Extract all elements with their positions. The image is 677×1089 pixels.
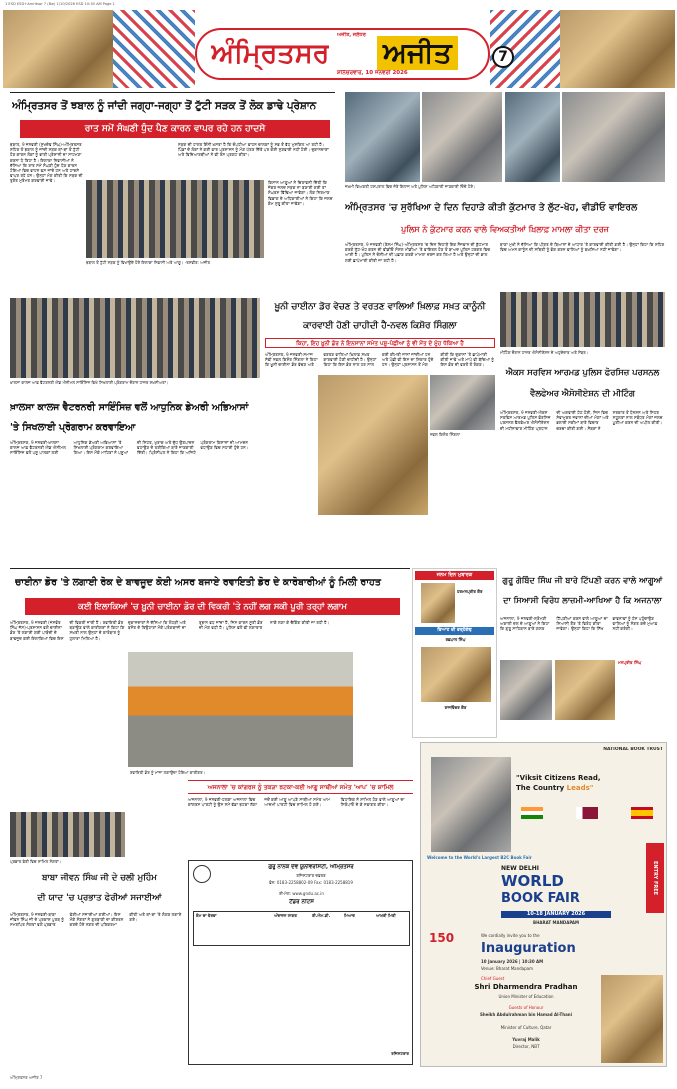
story1-body-a <box>10 142 85 294</box>
story2-headline: ਅੰਮ੍ਰਿਤਸਰ 'ਚ ਸੁਰੱਖਿਆ ਦੇ ਦਿਨ ਦਿਹਾੜੇ ਕੀਤੀ ਕੁੱਟਮਾਰ ਤੇ ਲੁੱਟ-ਖੋਹ, ਵੀਡੀਓ ਵਾਇਰਲ <box>345 202 638 213</box>
print-strip: 1 ESD ESD+Amritsar 7 (Bw) 1/10/2026 ESD 10:30 AM Page 1 <box>5 2 115 6</box>
birthday-title: ਜਨਮ ਦਿਨ ਮੁਬਾਰਕ <box>415 571 494 580</box>
story2-subhead: ਪੁਲਿਸ ਨੇ ਕੁੱਟਮਾਰ ਕਰਨ ਵਾਲੇ ਵਿਅਕਤੀਆਂ ਖ਼ਿਲਾਫ਼ ਮਾਮਲਾ ਕੀਤਾ ਦਰਜ <box>345 222 665 238</box>
story9-photo <box>10 812 125 857</box>
ad-inaug-date: 10 January 2026 | 10:30 AM <box>481 959 544 964</box>
story1-body-b-text: ਸੜਕ ਦੀ ਹਾਲਤ ਇੰਨੀ ਖ਼ਸਤਾ ਹੈ ਕਿ ਦੋਪਹੀਆ ਵਾਹਨ ਚਾਲਕਾਂ ਨੂੰ ਸਭ ਤੋਂ ਵੱਧ ਮੁਸ਼ਕਿਲ ਆ ਰਹੀ ਹੈ। ਪਿੰਡਾਂ ਦੇ ਲੋਕਾਂ ਨੇ ਕਈ ਵਾਰ ਪ੍ਰਸ਼ਾਸਨ ਨੂੰ ਮੰਗ ਪੱਤਰ ਦਿੱਤੇ ਪਰ ਕੋਈ ਸੁਣਵਾਈ ਨਹੀਂ ਹੋਈ। ਦੁਕਾਨਦਾਰਾਂ ਅਤੇ ਵਿਦਿਆਰਥੀਆਂ ਨੇ ਵੀ ਰੋਸ ਪ੍ਰਗਟ ਕੀਤਾ। <box>178 142 329 158</box>
birthday-label-1: ਹਰਮਨਪ੍ਰੀਤ ਕੌਰ <box>457 589 483 594</box>
story3-body-text: ਅੰਮ੍ਰਿਤਸਰ, 9 ਜਨਵਰੀ-ਸਮਾਜ ਸੇਵੀ ਨਵਲ ਕਿਸ਼ੋਰ ਸਿੰਗਲਾ ਨੇ ਕਿਹਾ ਕਿ ਖ਼ੂਨੀ ਚਾਈਨਾ ਡੋਰ ਵੇਚਣ ਅਤੇ ਵਰਤਣ ਵਾਲਿਆਂ ਖ਼ਿਲਾਫ਼ ਸਖ਼ਤ ਕਾਰਵਾਈ ਹੋਣੀ ਚਾਹੀਦੀ ਹੈ। ਉਨ੍ਹਾਂ ਕਿਹਾ ਕਿ ਇਸ ਡੋਰ ਨਾਲ ਹਰ ਸਾਲ ਕਈ ਕੀਮਤੀ ਜਾਨਾਂ ਜਾਂਦੀਆਂ ਹਨ ਅਤੇ ਪੰਛੀ ਵੀ ਇਸ ਦਾ ਸ਼ਿਕਾਰ ਹੁੰਦੇ ਹਨ। ਉਨ੍ਹਾਂ ਪ੍ਰਸ਼ਾਸਨ ਤੋਂ ਮੰਗ ਕੀਤੀ ਕਿ ਦੁਕਾਨਾਂ 'ਤੇ ਛਾਪੇਮਾਰੀ ਕੀਤੀ ਜਾਵੇ ਅਤੇ ਮਾਪੇ ਵੀ ਬੱਚਿਆਂ ਨੂੰ ਇਸ ਡੋਰ ਦੀ ਵਰਤੋਂ ਤੋਂ ਰੋਕਣ। <box>265 352 494 368</box>
university-logo-icon <box>193 865 211 883</box>
notice-table <box>193 911 410 946</box>
ad-venue: BHARAT MANDAPAM <box>533 920 579 925</box>
story8-subhead: ਅਜਨਾਲਾ 'ਚ ਕਾਂਗਰਸ ਨੂੰ ਤਕੜਾ ਝਟਕਾ-ਕਈ ਆਗੂ ਸਾਥੀਆਂ ਸਮੇਤ 'ਆਪ' 'ਚ ਸ਼ਾਮਿਲ <box>188 780 413 794</box>
story4-caption: ਮੀਟਿੰਗ ਦੌਰਾਨ ਹਾਜ਼ਰ ਐਸੋਸੀਏਸ਼ਨ ਦੇ ਅਹੁਦੇਦਾਰ ਅਤੇ ਮੈਂਬਰ। <box>500 350 589 355</box>
story1-body-c <box>268 180 334 290</box>
notice-line-3: ਈ-ਮੇਲ: www.gndu.ac.in <box>279 891 324 896</box>
ad-guest-role: Minister of Culture, Qatar <box>500 1025 552 1030</box>
ad-welcome: Welcome to the World's Largest B2C Book Fair <box>427 855 532 860</box>
story3-headline: ਖ਼ੂਨੀ ਚਾਈਨਾ ਡੋਰ ਵੇਚਣ ਤੇ ਵਰਤਣ ਵਾਲਿਆਂ ਖ਼ਿਲਾਫ਼ ਸਖ਼ਤ ਕਾਨੂੰਨੀ ਕਾਰਵਾਈ ਹੋਣੀ ਚਾਹੀਦੀ ਹੈ-ਨਵਲ ਕਿਸ਼ੋਰ ਸਿੰਗਲਾ <box>274 302 486 331</box>
story6-photo <box>128 652 353 767</box>
story6-body-a-text: ਅੰਮ੍ਰਿਤਸਰ, 9 ਜਨਵਰੀ (ਜਸਵੰਤ ਸਿੰਘ ਜੱਸ)-ਪ੍ਰਸ਼ਾਸਨ ਵਲੋਂ ਚਾਈਨਾ ਡੋਰ 'ਤੇ ਲਗਾਈ ਗਈ ਪਾਬੰਦੀ ਦੇ ਬਾਵਜੂਦ ਕਈ ਇਲਾਕਿਆਂ ਵਿਚ ਇਸ ਦੀ ਵਿਕਰੀ ਜਾਰੀ ਹੈ। ਰਵਾਇਤੀ ਡੋਰ ਬਣਾਉਣ ਵਾਲੇ ਕਾਰੀਗਰਾਂ ਨੇ ਕਿਹਾ ਕਿ ਸਖ਼ਤੀ ਨਾਲ ਉਨ੍ਹਾਂ ਦੇ ਕਾਰੋਬਾਰ ਨੂੰ ਹੁਲਾਰਾ ਮਿਲਿਆ ਹੈ। <box>10 620 125 641</box>
story7-caption-label: ਮਨਪ੍ਰੀਤ ਸਿੰਘ <box>618 660 642 665</box>
story4-photo <box>500 292 665 347</box>
masthead-title-left: ਅੰਮ੍ਰਿਤਸਰ <box>211 38 330 69</box>
notice-line-4: ਟੈਂਡਰ ਨੋਟਿਸ <box>289 899 314 905</box>
ad-fair-a: WORLD <box>501 873 564 890</box>
story1-body-a-text: ਝਬਾਲ, 9 ਜਨਵਰੀ (ਸੁਖਦੇਵ ਸਿੰਘ)-ਅੰਮ੍ਰਿਤਸਰ ਸ਼ਹਿਰ ਤੋਂ ਝਬਾਲ ਨੂੰ ਜਾਂਦੀ ਸੜਕ ਥਾਂ-ਥਾਂ ਤੋਂ ਟੁੱਟੀ ਹੋਣ ਕਾਰਨ ਲੋਕਾਂ ਨੂੰ ਭਾਰੀ ਪ੍ਰੇਸ਼ਾਨੀ ਦਾ ਸਾਹਮਣਾ ਕਰਨਾ ਪੈ ਰਿਹਾ ਹੈ। ਇਲਾਕਾ ਨਿਵਾਸੀਆਂ ਨੇ ਦੱਸਿਆ ਕਿ ਰਾਤ ਸਮੇਂ ਸੰਘਣੀ ਧੁੰਦ ਪੈਣ ਕਾਰਨ ਟੋਇਆਂ ਵਿਚ ਵਾਹਨ ਫਸ ਜਾਂਦੇ ਹਨ ਅਤੇ ਹਾਦਸੇ ਵਾਪਰ ਰਹੇ ਹਨ। ਉਨ੍ਹਾਂ ਮੰਗ ਕੀਤੀ ਕਿ ਸੜਕ ਦੀ ਤੁਰੰਤ ਮੁਰੰਮਤ ਕਰਵਾਈ ਜਾਵੇ। <box>10 142 83 184</box>
story2-body-a <box>345 242 495 290</box>
notice-col-2: ਅੰਦਾਜ਼ਨ ਲਾਗਤ <box>274 913 297 918</box>
story3-photo-sweets <box>318 375 428 515</box>
notice-header: ਗੁਰੂ ਨਾਨਕ ਦੇਵ ਯੂਨੀਵਰਸਿਟੀ, ਅੰਮ੍ਰਿਤਸਰ <box>268 864 354 870</box>
ad-portrait <box>431 757 511 852</box>
page-footer: ਅੰਮ੍ਰਿਤਸਰ ਅਜੀਤ 7 <box>10 1075 43 1080</box>
masthead-subtitle: ਅਜੀਤ, ਜਲੰਧਰ <box>337 32 366 38</box>
story2-body-b <box>500 242 665 290</box>
ad-quote-b: The Country <box>516 784 567 792</box>
notice-col-1: ਕੰਮ ਦਾ ਵੇਰਵਾ <box>196 913 217 918</box>
story8-body-text: ਅਜਨਾਲਾ, 9 ਜਨਵਰੀ-ਹਲਕਾ ਅਜਨਾਲਾ ਵਿਚ ਕਾਂਗਰਸ ਪਾਰਟੀ ਨੂੰ ਉਸ ਸਮੇਂ ਵੱਡਾ ਝਟਕਾ ਲੱਗਾ ਜਦੋਂ ਕਈ ਆਗੂ ਆਪਣੇ ਸਾਥੀਆਂ ਸਮੇਤ ਆਮ ਆਦਮੀ ਪਾਰਟੀ ਵਿਚ ਸ਼ਾਮਿਲ ਹੋ ਗਏ। ਵਿਧਾਇਕ ਨੇ ਸ਼ਾਮਿਲ ਹੋਣ ਵਾਲੇ ਆਗੂਆਂ ਦਾ ਸਿਰੋਪਾਓ ਦੇ ਕੇ ਸਵਾਗਤ ਕੀਤਾ। <box>188 797 405 808</box>
story2-body-a-text: ਅੰਮ੍ਰਿਤਸਰ, 9 ਜਨਵਰੀ (ਰੇਸ਼ਮ ਸਿੰਘ)-ਅੰਮ੍ਰਿਤਸਰ 'ਚ ਦਿਨ ਦਿਹਾੜੇ ਇਕ ਨੌਜਵਾਨ ਦੀ ਕੁੱਟਮਾਰ ਕਰਕੇ ਲੁੱਟ-ਖੋਹ ਕਰਨ ਦੀ ਵੀਡੀਓ ਸੋਸ਼ਲ ਮੀਡੀਆ 'ਤੇ ਵਾਇਰਲ ਹੋਣ ਤੋਂ ਬਾਅਦ ਪੁਲਿਸ ਹਰਕਤ ਵਿਚ ਆਈ ਹੈ। ਪੁਲਿਸ ਨੇ ਦੋਸ਼ੀਆਂ ਦੀ ਪਛਾਣ ਕਰਕੇ ਮਾਮਲਾ ਦਰਜ ਕਰ ਲਿਆ ਹੈ ਅਤੇ ਉਨ੍ਹਾਂ ਦੀ ਭਾਲ ਲਈ ਛਾਪੇਮਾਰੀ ਕੀਤੀ ਜਾ ਰਹੀ ਹੈ। <box>345 242 491 263</box>
ad-chief-guest: Shri Dharmendra Pradhan <box>474 983 578 991</box>
flag-india-icon <box>521 807 543 819</box>
story2-photo-4 <box>562 92 665 182</box>
masthead-pattern-left <box>113 10 195 88</box>
story1-rule <box>10 92 335 93</box>
ad-quote <box>516 773 661 801</box>
birthday-photo-1 <box>421 583 455 623</box>
notice-box <box>188 860 413 1065</box>
story6-body-b <box>128 620 408 650</box>
ad-quote-c: Leads" <box>566 784 594 792</box>
story5-body-text: ਅੰਮ੍ਰਿਤਸਰ, 9 ਜਨਵਰੀ-ਖ਼ਾਲਸਾ ਕਾਲਜ ਆਫ਼ ਵੈਟਰਨਰੀ ਐਂਡ ਐਨੀਮਲ ਸਾਇੰਸਿਜ਼ ਵਲੋਂ ਪਸ਼ੂ ਪਾਲਕਾਂ ਲਈ ਆਧੁਨਿਕ ਡੇਅਰੀ ਅਭਿਆਸਾਂ 'ਤੇ ਸਿਖਲਾਈ ਪ੍ਰੋਗਰਾਮ ਕਰਵਾਇਆ ਗਿਆ। ਇਸ ਮੌਕੇ ਮਾਹਿਰਾਂ ਨੇ ਪਸ਼ੂਆਂ ਦੀ ਸਿਹਤ, ਖੁਰਾਕ ਅਤੇ ਦੁੱਧ ਉਤਪਾਦਨ ਵਧਾਉਣ ਦੇ ਤਰੀਕਿਆਂ ਬਾਰੇ ਜਾਣਕਾਰੀ ਦਿੱਤੀ। ਪ੍ਰਿੰਸੀਪਲ ਨੇ ਕਿਹਾ ਕਿ ਅਜਿਹੇ ਪ੍ਰੋਗਰਾਮ ਕਿਸਾਨਾਂ ਦੀ ਆਮਦਨ ਵਧਾਉਣ ਵਿਚ ਸਹਾਈ ਹੁੰਦੇ ਹਨ। <box>10 440 249 456</box>
notice-footer: ਰਜਿਸਟਰਾਰ <box>391 1051 409 1056</box>
story5-caption: ਖ਼ਾਲਸਾ ਕਾਲਜ ਆਫ਼ ਵੈਟਰਨਰੀ ਐਂਡ ਐਨੀਮਲ ਸਾਇੰਸਿਜ਼ ਵਿਖੇ ਸਿਖਲਾਈ ਪ੍ਰੋਗਰਾਮ ਦੌਰਾਨ ਹਾਜ਼ਰ ਸ਼ਖ਼ਸੀਅਤਾਂ। <box>10 380 169 385</box>
story2-photo-3 <box>505 92 560 182</box>
story9-caption: ਪ੍ਰਭਾਤ ਫੇਰੀ ਵਿਚ ਸ਼ਾਮਿਲ ਸੰਗਤਾਂ। <box>10 859 62 864</box>
story1-headline: ਅੰਮ੍ਰਿਤਸਰ ਤੋਂ ਝਬਾਲ ਨੂੰ ਜਾਂਦੀ ਜਗ੍ਹਾ-ਜਗ੍ਹਾ ਤੋਂ ਟੁੱਟੀ ਸੜਕ ਤੋਂ ਲੋਕ ਡਾਢੇ ਪ੍ਰੇਸ਼ਾਨ <box>12 100 317 112</box>
ad-flags <box>521 807 656 819</box>
notice-col-3: ਈ.ਐਮ.ਡੀ. <box>312 913 331 918</box>
ad-chair: Yuvraj Malik <box>512 1037 540 1042</box>
birthday-name-2: ਰਛਪਾਲ ਸਿੰਘ <box>445 637 466 642</box>
flag-qatar-icon <box>576 807 598 819</box>
story1-caption: ਝਬਾਲ ਤੋਂ ਟੁੱਟੀ ਸੜਕ ਨੂੰ ਵਿਖਾਉਂਦੇ ਹੋਏ ਇਲਾਕਾ ਨਿਵਾਸੀ ਅਤੇ ਆਗੂ। -ਤਸਵੀਰ: ਅਜੀਤ <box>86 260 211 265</box>
story6-caption: ਰਵਾਇਤੀ ਡੋਰ ਨੂੰ ਮਾਂਜਾ ਲਗਾਉਂਦਾ ਹੋਇਆ ਕਾਰੀਗਰ। <box>130 770 206 775</box>
notice-col-5: ਆਖ਼ਰੀ ਮਿਤੀ <box>376 913 396 918</box>
birthday-box <box>412 568 497 738</box>
story7-photo-2 <box>555 660 615 720</box>
story6-headline: ਚਾਈਨਾ ਡੋਰ 'ਤੇ ਲਗਾਈ ਰੋਕ ਦੇ ਬਾਵਜੂਦ ਕੋਈ ਅਸਰ ਬਜਾਏ ਰਵਾਇਤੀ ਡੋਰ ਦੇ ਕਾਰੋਬਾਰੀਆਂ ਨੂੰ ਮਿਲੀ ਰਾਹਤ <box>15 577 381 588</box>
ad-fair-title <box>501 873 611 909</box>
ad-invite: We cordially invite you to the <box>481 933 540 938</box>
notice-line-2: ਫ਼ੋਨ: 0183-2258802-09 Fax: 0183-2258819 <box>269 880 353 885</box>
story9-body-text: ਅੰਮ੍ਰਿਤਸਰ, 9 ਜਨਵਰੀ-ਬਾਬਾ ਜੀਵਨ ਸਿੰਘ ਜੀ ਦੇ ਪ੍ਰਕਾਸ਼ ਪੁਰਬ ਨੂੰ ਸਮਰਪਿਤ ਸੰਗਤਾਂ ਵਲੋਂ ਪ੍ਰਭਾਤ ਫੇਰੀਆਂ ਸਜਾਈਆਂ ਗਈਆਂ। ਇਸ ਮੌਕੇ ਸੰਗਤਾਂ ਨੇ ਗੁਰਬਾਣੀ ਦਾ ਕੀਰਤਨ ਕਰਦੇ ਹੋਏ ਨਗਰ ਦੀ ਪਰਿਕਰਮਾ ਕੀਤੀ ਅਤੇ ਥਾਂ-ਥਾਂ 'ਤੇ ਲੰਗਰ ਲਗਾਏ ਗਏ। <box>10 912 182 928</box>
birthday-photo-2 <box>421 647 491 702</box>
story2-caption: ਜ਼ਖ਼ਮੀ ਵਿਅਕਤੀ ਹਸਪਤਾਲ ਵਿਚ ਜ਼ੇਰੇ ਇਲਾਜ ਅਤੇ ਪੁਲਿਸ ਅਧਿਕਾਰੀ ਜਾਣਕਾਰੀ ਦਿੰਦੇ ਹੋਏ। <box>345 184 476 189</box>
ad-dates: 10-18 JANUARY 2026 <box>501 911 611 918</box>
book-fair-ad <box>420 742 667 1067</box>
story2-body-b-text: ਥਾਣਾ ਮੁਖੀ ਨੇ ਦੱਸਿਆ ਕਿ ਪੀੜਤ ਦੇ ਬਿਆਨਾਂ ਦੇ ਆਧਾਰ 'ਤੇ ਕਾਰਵਾਈ ਕੀਤੀ ਗਈ ਹੈ। ਉਨ੍ਹਾਂ ਕਿਹਾ ਕਿ ਸ਼ਹਿਰ ਵਿਚ ਅਮਨ ਕਾਨੂੰਨ ਦੀ ਸਥਿਤੀ ਨੂੰ ਭੰਗ ਕਰਨ ਵਾਲਿਆਂ ਨੂੰ ਬਖ਼ਸ਼ਿਆ ਨਹੀਂ ਜਾਵੇਗਾ। <box>500 242 665 253</box>
ad-quote-a: "Viksit Citizens Read, <box>516 774 601 782</box>
story6-body-b-text: ਦੁਕਾਨਦਾਰਾਂ ਨੇ ਦੱਸਿਆ ਕਿ ਲੋਹੜੀ ਅਤੇ ਬਸੰਤ ਦੇ ਤਿਉਹਾਰਾਂ ਮੌਕੇ ਪਤੰਗਬਾਜ਼ੀ ਦਾ ਰੁਝਾਨ ਵਧ ਜਾਂਦਾ ਹੈ, ਜਿਸ ਕਾਰਨ ਸੂਤੀ ਡੋਰ ਦੀ ਮੰਗ ਵਧੀ ਹੈ। ਪੁਲਿਸ ਵਲੋਂ ਵੀ ਲਗਾਤਾਰ ਨਾਕੇ ਲਗਾ ਕੇ ਚੈਕਿੰਗ ਕੀਤੀ ਜਾ ਰਹੀ ਹੈ। <box>128 620 330 631</box>
ad-city: NEW DELHI <box>501 865 539 872</box>
story1-subhead: ਰਾਤ ਸਮੇਂ ਸੰਘਣੀ ਧੁੰਦ ਪੈਣ ਕਾਰਨ ਵਾਪਰ ਰਹੇ ਹਨ ਹਾਦਸੇ <box>20 120 330 138</box>
story5-headline: ਖ਼ਾਲਸਾ ਕਾਲਜ ਵੈਟਰਨਰੀ ਸਾਇੰਸਿਜ਼ ਵਲੋਂ ਆਧੁਨਿਕ ਡੇਅਰੀ ਅਭਿਆਸਾਂ 'ਤੇ ਸਿਖਲਾਈ ਪ੍ਰੋਗਰਾਮ ਕਰਵਾਇਆ <box>10 402 249 433</box>
ad-years: 150 <box>429 931 455 945</box>
story7-side <box>618 660 665 725</box>
story5-body <box>10 440 260 565</box>
ad-statue-image <box>601 975 663 1063</box>
masthead-date: ਸ਼ਨਿੱਚਰਵਾਰ, 10 ਜਨਵਰੀ 2026 <box>337 70 408 76</box>
ad-chief-guest-label: Chief Guest <box>481 976 505 981</box>
story7-body <box>500 616 665 656</box>
story1-photo <box>86 180 264 258</box>
notice-line-1: ਰਜਿਸਟਰਾਰ ਦਫ਼ਤਰ <box>296 873 326 878</box>
masthead <box>0 10 677 90</box>
story7-body-text: ਅਜਨਾਲਾ, 9 ਜਨਵਰੀ-ਸ਼੍ਰੋਮਣੀ ਅਕਾਲੀ ਦਲ ਦੇ ਆਗੂਆਂ ਨੇ ਕਿਹਾ ਕਿ ਗੁਰੂ ਸਾਹਿਬਾਨ ਬਾਰੇ ਗ਼ਲਤ ਟਿੱਪਣੀਆਂ ਕਰਨ ਵਾਲੇ ਆਗੂਆਂ ਦਾ ਸਿਆਸੀ ਤੌਰ 'ਤੇ ਵਿਰੋਧ ਕੀਤਾ ਜਾਵੇਗਾ। ਉਨ੍ਹਾਂ ਕਿਹਾ ਕਿ ਸਿੱਖ ਭਾਵਨਾਵਾਂ ਨੂੰ ਠੇਸ ਪਹੁੰਚਾਉਣ ਵਾਲਿਆਂ ਨੂੰ ਸੰਗਤ ਕਦੇ ਮੁਆਫ਼ ਨਹੀਂ ਕਰੇਗੀ। <box>500 616 658 632</box>
birthday-label-3: ਰਾਜਵਿੰਦਰ ਕੌਰ <box>444 705 467 710</box>
birthday-label-2: ਵਿਆਹ ਦੀ ਵਰ੍ਹੇਗੰਢ <box>415 627 494 635</box>
story3-caption: ਨਵਲ ਕਿਸ਼ੋਰ ਸਿੰਗਲਾ <box>430 432 460 437</box>
ad-entry: ENTRY FREE <box>646 843 664 913</box>
flag-spain-icon <box>631 807 653 819</box>
ad-fair-b: BOOK FAIR <box>501 891 580 906</box>
story4-body-text: ਅੰਮ੍ਰਿਤਸਰ, 9 ਜਨਵਰੀ-ਐਕਸ ਸਰਵਿਸ ਆਰਮਡ ਪੁਲਿਸ ਫੋਰਸਿਜ਼ ਪਰਸਨਲ ਵੈਲਫੇਅਰ ਐਸੋਸੀਏਸ਼ਨ ਦੀ ਮਹੀਨਾਵਾਰ ਮੀਟਿੰਗ ਪ੍ਰਧਾਨ ਦੀ ਅਗਵਾਈ ਹੇਠ ਹੋਈ, ਜਿਸ ਵਿਚ ਸੇਵਾਮੁਕਤ ਜਵਾਨਾਂ ਦੀਆਂ ਮੰਗਾਂ ਅਤੇ ਭਲਾਈ ਸਕੀਮਾਂ ਬਾਰੇ ਵਿਚਾਰ ਚਰਚਾ ਕੀਤੀ ਗਈ। ਮੈਂਬਰਾਂ ਨੇ ਸਰਕਾਰ ਤੋਂ ਪੈਨਸ਼ਨ ਅਤੇ ਸਿਹਤ ਸਹੂਲਤਾਂ ਨਾਲ ਸਬੰਧਤ ਮੰਗਾਂ ਜਲਦ ਪੂਰੀਆਂ ਕਰਨ ਦੀ ਅਪੀਲ ਕੀਤੀ। <box>500 410 663 431</box>
story8-body <box>188 797 413 857</box>
ad-chief-guest-role: Union Minister of Education <box>498 994 554 999</box>
ad-guest: Sheikh Abdulrahman bin Hamad Al-Thani <box>479 1012 573 1017</box>
story6-body-a <box>10 620 125 810</box>
ad-inaug-venue: Venue: Bharat Mandapam <box>481 966 534 971</box>
masthead-title-right: ਅਜੀਤ <box>377 36 458 70</box>
story2-photo-2 <box>422 92 502 182</box>
story4-body <box>500 410 665 565</box>
story3-subhead: ਕਿਹਾ, ਇਹ ਖ਼ੂਨੀ ਡੋਰ ਨੇ ਇਨਸਾਨਾਂ ਸਮੇਤ ਪਸ਼ੂ-ਪੰਛੀਆਂ ਨੂੰ ਵੀ ਮੌਤ ਦੇ ਮੂੰਹ ਧੱਕਿਆ ਹੈ <box>265 338 495 348</box>
story3-photo-portrait <box>430 375 495 430</box>
story5-photo <box>10 298 260 378</box>
notice-col-4: ਮਿਆਦ <box>344 913 355 918</box>
golden-temple-image <box>3 10 113 88</box>
ad-chair-role: Director, NBT <box>512 1044 540 1049</box>
story9-body <box>10 912 185 1067</box>
story7-photo-1 <box>500 660 552 720</box>
masthead-title-box <box>195 28 490 80</box>
page-number-badge: 7 <box>492 46 514 68</box>
story6-rule <box>10 568 410 569</box>
story7-headline: ਗੁਰੂ ਗੋਬਿੰਦ ਸਿੰਘ ਜੀ ਬਾਰੇ ਟਿੱਪਣੀ ਕਰਨ ਵਾਲੇ ਆਗੂਆਂ ਦਾ ਸਿਆਸੀ ਵਿਰੋਧ ਲਾਜ਼ਮੀ-ਆਖਿਆ ਹੈ ਕਿ ਅਜਨਾਲਾ <box>502 575 663 605</box>
story9-headline-line1: ਬਾਬਾ ਜੀਵਨ ਸਿੰਘ ਜੀ ਦੇ ਚਲੀ ਮੁਹਿੰਮ <box>42 873 157 883</box>
story2-photo-1 <box>345 92 420 182</box>
story1-body-c-text: ਕਿਸਾਨ ਆਗੂਆਂ ਨੇ ਚਿਤਾਵਨੀ ਦਿੱਤੀ ਕਿ ਜੇਕਰ ਜਲਦ ਸੜਕ ਨਾ ਬਣਾਈ ਗਈ ਤਾਂ ਸੰਘਰਸ਼ ਵਿੱਢਿਆ ਜਾਵੇਗਾ। ਲੋਕ ਨਿਰਮਾਣ ਵਿਭਾਗ ਦੇ ਅਧਿਕਾਰੀਆਂ ਨੇ ਕਿਹਾ ਕਿ ਜਲਦ ਕੰਮ ਸ਼ੁਰੂ ਕੀਤਾ ਜਾਵੇਗਾ। <box>268 180 333 206</box>
ad-guest-label: Guests of Honour <box>508 1005 544 1010</box>
ad-brand: NATIONAL BOOK TRUST <box>603 747 663 752</box>
ad-inauguration: Inauguration <box>481 941 576 956</box>
story1-body-b <box>178 142 333 180</box>
story6-subhead: ਕਈ ਇਲਾਕਿਆਂ 'ਚ ਖ਼ੂਨੀ ਚਾਈਨਾ ਡੋਰ ਦੀ ਵਿਕਰੀ 'ਤੇ ਨਹੀਂ ਲਗ ਸਕੀ ਪੂਰੀ ਤਰ੍ਹਾਂ ਲਗਾਮ <box>25 598 400 615</box>
heritage-building-image <box>560 10 675 88</box>
story9-headline-line2: ਦੀ ਯਾਦ 'ਚ ਪ੍ਰਭਾਤ ਫੇਰੀਆਂ ਸਜਾਈਆਂ <box>37 893 162 903</box>
story4-headline: ਐਕਸ ਸਰਵਿਸ ਆਰਮਡ ਪੁਲਿਸ ਫੋਰਸਿਜ਼ ਪਰਸਨਲ ਵੈਲਫੇਅਰ ਐਸੋਸੀਏਸ਼ਨ ਦੀ ਮੀਟਿੰਗ <box>505 367 660 398</box>
